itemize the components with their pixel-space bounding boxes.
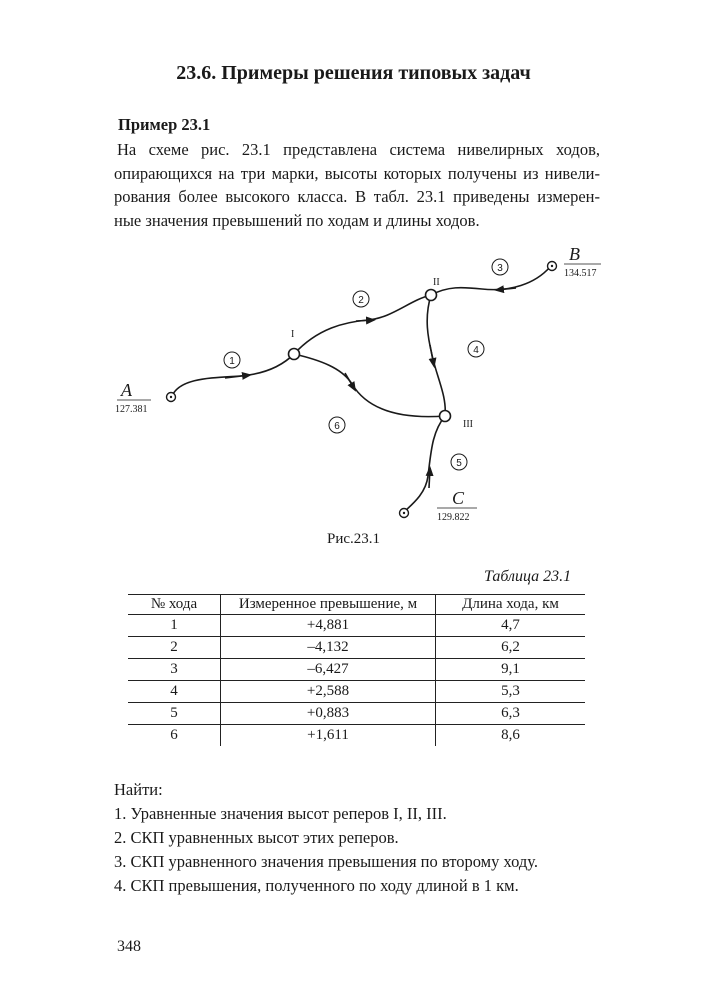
table-row (128, 681, 585, 703)
cell-elevation: +1,611 (221, 725, 436, 747)
node-ii-icon (426, 290, 437, 301)
benchmark-c-height: 129.822 (437, 512, 470, 523)
header-route-length: Длина хода, км (436, 595, 586, 615)
page-number: 348 (117, 938, 141, 955)
table-row (128, 725, 585, 747)
cell-length: 6,2 (436, 637, 586, 659)
node-i-icon (289, 349, 300, 360)
section-title: 23.6. Примеры решения типовых задач (176, 62, 531, 84)
route-4-arrow (430, 345, 434, 366)
measurements-table (128, 594, 585, 746)
node-label-iii: III (463, 419, 473, 430)
figure-caption: Рис.23.1 (326, 531, 381, 547)
benchmark-b-name: B (569, 244, 580, 264)
header-route-number: № хода (128, 595, 221, 615)
cell-route: 1 (128, 615, 221, 637)
cell-elevation: +4,881 (221, 615, 436, 637)
route-6-arrow (345, 373, 355, 390)
route-label-6: 6 (334, 421, 340, 432)
cell-elevation: +0,883 (221, 703, 436, 725)
route-label-2: 2 (358, 295, 364, 306)
cell-route: 3 (128, 659, 221, 681)
find-list (114, 802, 538, 898)
cell-elevation: –4,132 (221, 637, 436, 659)
table-row (128, 703, 585, 725)
route-label-5: 5 (456, 458, 462, 469)
route-label-3: 3 (497, 263, 503, 274)
cell-elevation: –6,427 (221, 659, 436, 681)
paragraph-line: рования более высокого класса. В табл. 23.1 приведены измерен- (114, 187, 600, 206)
route-5-line (405, 416, 445, 511)
cell-route: 6 (128, 725, 221, 747)
cell-route: 2 (128, 637, 221, 659)
cell-length: 4,7 (436, 615, 586, 637)
benchmark-a-height: 127.381 (115, 404, 148, 415)
node-label-i: I (291, 329, 295, 340)
route-3-arrow (496, 288, 516, 290)
cell-length: 9,1 (436, 659, 586, 681)
example-heading: Пример 23.1 (118, 115, 211, 134)
benchmark-a-name: A (121, 380, 132, 400)
paragraph-line: На схеме рис. 23.1 представлена система нивелирных ходов, (117, 140, 600, 159)
route-3-line (431, 267, 550, 295)
cell-route: 5 (128, 703, 221, 725)
benchmark-b-height: 134.517 (564, 268, 597, 279)
list-item: 2. СКП уравненных высот этих реперов. (114, 828, 399, 847)
header-measured-elevation: Измеренное превышение, м (221, 595, 436, 615)
node-iii-icon (440, 411, 451, 422)
cell-elevation: +2,588 (221, 681, 436, 703)
table-row (128, 637, 585, 659)
table-row (128, 659, 585, 681)
table-caption: Таблица 23.1 (484, 568, 572, 585)
cell-length: 8,6 (501, 727, 520, 743)
route-label-1: 1 (229, 356, 235, 367)
route-5-arrow (429, 468, 430, 488)
cell-length: 5,3 (436, 681, 586, 703)
table-row (128, 615, 585, 637)
route-4-line (427, 295, 445, 416)
paragraph-line: опирающихся на три марки, высоты которых получены из нивели- (114, 163, 600, 183)
route-2-arrow (356, 320, 374, 321)
list-item: 4. СКП превышения, полученного по ходу длиной в 1 км. (114, 876, 519, 895)
list-item: 3. СКП уравненного значения превышения по второму ходу. (114, 852, 538, 871)
route-label-4: 4 (473, 345, 479, 356)
find-title: Найти: (114, 780, 163, 799)
cell-length: 6,3 (436, 703, 586, 725)
route-6-line (294, 354, 445, 417)
benchmark-c-name: C (452, 488, 465, 508)
paragraph-line: ные значения превышений по ходам и длины ходов. (114, 210, 480, 230)
cell-route: 4 (128, 681, 221, 703)
list-item: 1. Уравненные значения высот реперов I, II, III. (114, 804, 447, 823)
table-header-row (128, 595, 585, 615)
node-label-ii: II (433, 277, 440, 288)
